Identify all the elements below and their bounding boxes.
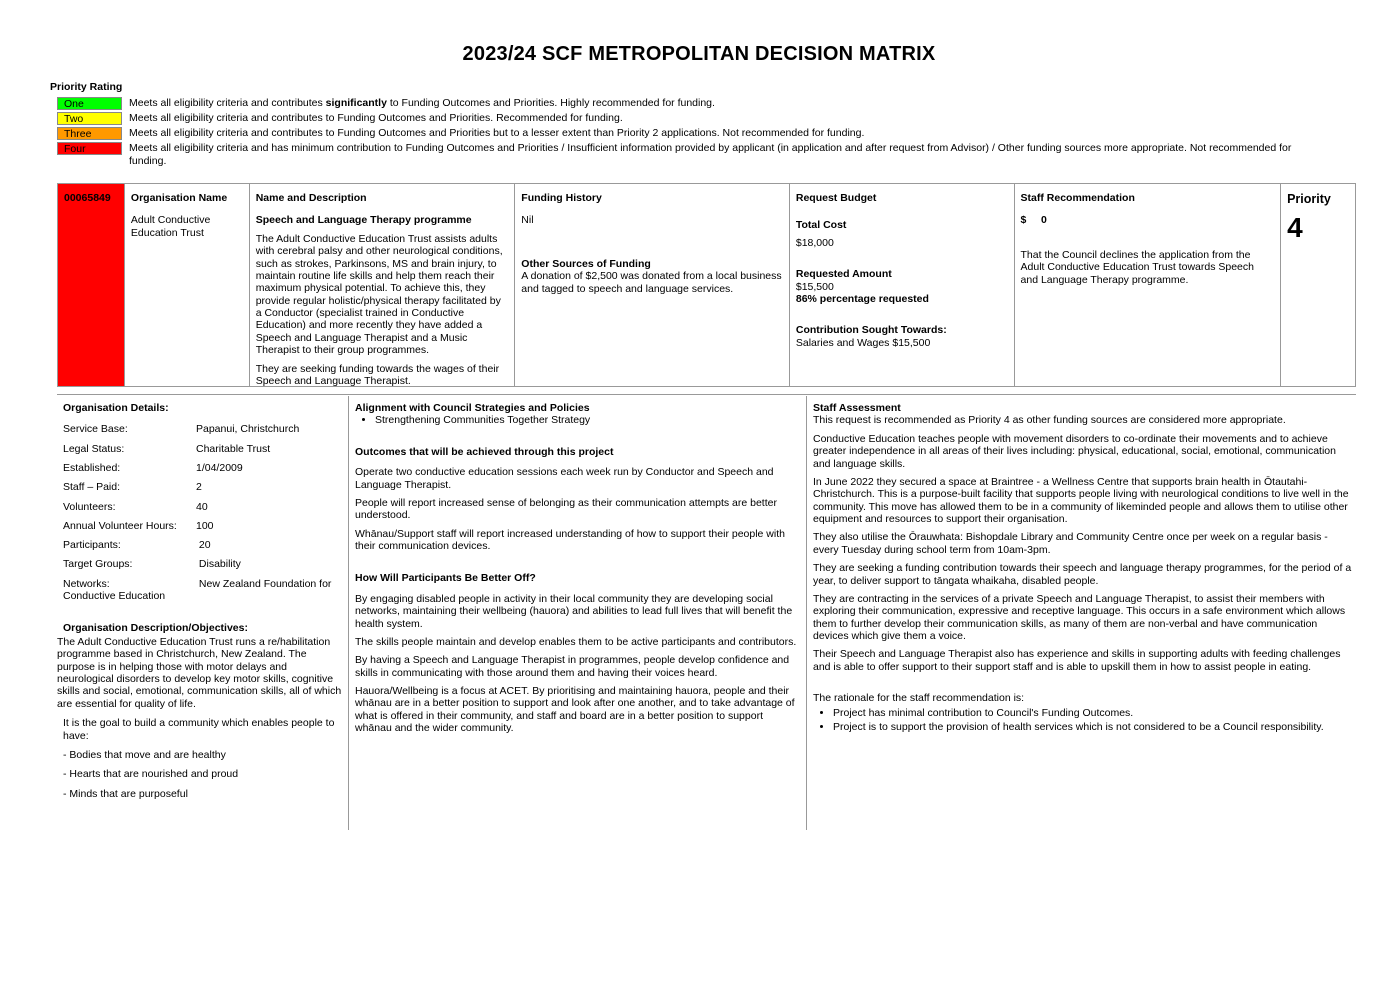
total-cost-value: $18,000: [795, 236, 834, 249]
request-budget-cell: [790, 184, 1015, 386]
assessment-paragraph: In June 2022 they secured a space at Braintree - a Wellness Centre that supports brain health in Ōtautahi-Christchurch. This is a purpose-built facility that supports people living with neurological conditions to live well in the community. This move has allowed them to be in a community of likeminded people and allows them to utilise other equipment and resources to support their organisation.: [813, 475, 1349, 525]
project-funding-purpose: They are seeking funding towards the wages of their Speech and Language Therapist.: [255, 362, 500, 387]
org-goal-intro: It is the goal to build a community which enables people to have:: [63, 717, 335, 742]
assessment-paragraph: This request is recommended as Priority 4 as other funding sources are considered more appropriate.: [813, 414, 1286, 427]
alignment-section: [355, 402, 800, 741]
other-sources-text: A donation of $2,500 was donated from a local business and tagged to speech and language services.: [521, 270, 782, 295]
detail-row: Volunteers: 40: [63, 500, 208, 513]
swatch-two: Two: [57, 112, 122, 125]
organisation-details-section: [57, 402, 343, 800]
other-sources-heading: Other Sources of Funding: [521, 257, 651, 270]
strategies-list: [355, 414, 800, 426]
detail-row: Established: 1/04/2009: [63, 461, 243, 474]
detail-row: Staff – Paid: 2: [63, 481, 202, 494]
list-item: • Project has minimal contribution to Council's Funding Outcomes.: [833, 707, 1353, 719]
name-description-cell: [250, 184, 516, 386]
section-divider: [57, 394, 1356, 395]
rationale-heading: The rationale for the staff recommendation is:: [813, 692, 1025, 705]
column-divider-left: [348, 396, 349, 830]
assessment-paragraph: They are contracting in the services of a private Speech and Language Therapist, to assist their members with exploring their communication, expressive and receptive language. This occurs in a safe environment which allows them to further develop their communication skills, as many of them are non-verbal and have communication devices which give them a voice.: [813, 592, 1346, 642]
staff-recommendation-heading: Staff Recommendation: [1020, 192, 1135, 204]
list-item: • Project is to support the provision of health services which is not considered to be a Council responsibility.: [833, 721, 1353, 733]
funding-history-heading: Funding History: [521, 192, 602, 204]
staff-assessment-section: [813, 402, 1353, 739]
alignment-heading: Alignment with Council Strategies and Policies: [355, 402, 590, 414]
detail-row: Annual Volunteer Hours: 100: [63, 519, 214, 532]
requested-amount-label: Requested Amount: [795, 268, 892, 281]
funding-history-cell: [515, 184, 790, 386]
column-divider-right: [806, 396, 807, 830]
better-off-item: By engaging disabled people in activity in their local community they are developing social networks, maintaining their wellbeing (hauora) and abilities to lead full lives that will benefit the health system.: [355, 592, 793, 630]
swatch-one: One: [57, 97, 122, 110]
detail-row: Participants: 20: [63, 539, 211, 552]
outcome-item: Whānau/Support staff will report increased understanding of how to support their people with their communication devices.: [355, 527, 785, 552]
priority-value: 4: [1287, 211, 1303, 243]
project-description: The Adult Conductive Education Trust assists adults with cerebral palsy and other neurological conditions, such as strokes, Parkinsons, MS and brain injury, to maintain routine life skills and help them reach their maximum physical potential. To achieve this, they provide regular holistic/physical therapy facilitated by a Conductor (specialist trained in Conductive Education) and more recently they have added a Speech and Language Therapist and a Music Therapist to their group programmes.: [255, 232, 503, 357]
funding-history-value: Nil: [521, 214, 534, 227]
assessment-paragraph: Their Speech and Language Therapist also has experience and skills in supporting adults with feeding challenges and is able to offer support to their support staff and is able to upskill them in how to assist people in eating.: [813, 648, 1341, 673]
priority-cell: [1281, 184, 1355, 386]
detail-row: Target Groups: Disability: [63, 558, 241, 571]
legend-row-one: [57, 97, 1317, 110]
priority-legend: [57, 97, 1317, 170]
legend-row-two: [57, 112, 1317, 125]
legend-row-three: [57, 127, 1317, 140]
contribution-value: Salaries and Wages $15,500: [795, 336, 931, 349]
requested-amount-value: $15,500: [795, 280, 834, 293]
better-off-item: By having a Speech and Language Therapist in programmes, people develop confidence and skills in communicating with those around them and having their voices heard.: [355, 654, 790, 679]
org-description-heading: Organisation Description/Objectives:: [63, 621, 248, 634]
org-goal-item: - Bodies that move and are healthy: [63, 748, 226, 761]
networks-row: Networks: New Zealand Foundation for: [63, 577, 332, 590]
list-item: • Strengthening Communities Together Strategy: [375, 414, 800, 426]
legend-text-one: Meets all eligibility criteria and contributes significantly to Funding Outcomes and Priorities. Highly recommended for funding.: [129, 97, 715, 109]
networks-continued: Conductive Education: [63, 590, 166, 603]
staff-recommendation-amount: $ 0: [1020, 214, 1047, 227]
org-description-text: The Adult Conductive Education Trust runs a re/habilitation programme based in Christchurch, New Zealand. The purpose is in helping those with motor delays and neurological disorders to develop key motor skills, cognitive skills and social, emotional, communication skills, all of which are essential for quality of life.: [57, 635, 342, 710]
legend-text-four: Meets all eligibility criteria and has minimum contribution to Funding Outcomes and Priorities / Insufficient information provided by applicant (in application and after request from Advisor) / Other funding sources more appropriate. Not recommended for funding.: [129, 142, 1292, 167]
contribution-label: Contribution Sought Towards:: [795, 324, 947, 337]
priority-rating-heading: Priority Rating: [50, 81, 123, 93]
application-id: 00065849: [64, 192, 111, 204]
priority-heading: Priority: [1287, 192, 1331, 206]
detail-row: Legal Status: Charitable Trust: [63, 442, 271, 455]
outcomes-heading: Outcomes that will be achieved through this project: [355, 445, 614, 458]
rationale-list: [813, 707, 1353, 734]
legend-text-two: Meets all eligibility criteria and contributes to Funding Outcomes and Priorities. Recommended for funding.: [129, 112, 623, 124]
application-id-cell: [58, 184, 125, 386]
request-budget-heading: Request Budget: [795, 192, 877, 204]
assessment-paragraph: Conductive Education teaches people with movement disorders to co-ordinate their movements and to achieve greater independence in all areas of their lives including: physical, educational, social, emotional, communication and language skills.: [813, 432, 1336, 470]
assessment-paragraph: They are seeking a funding contribution towards their speech and language therapy programmes, for the period of a year, to deliver support to tāngata whaikaha, disabled people.: [813, 562, 1352, 587]
staff-recommendation-cell: [1015, 184, 1282, 386]
project-name: Speech and Language Therapy programme: [255, 214, 472, 227]
swatch-four: Four: [57, 142, 122, 155]
org-goal-item: - Hearts that are nourished and proud: [63, 768, 239, 781]
better-off-item: Hauora/Wellbeing is a focus at ACET. By prioritising and maintaining hauora, people and their whānau are in a better position to support and look after one another, and to take advantage of what is offered in their community, and staff and board are in a better position to support whānau and the wider community.: [355, 685, 795, 735]
outcome-item: People will report increased sense of belonging as their communication attempts are better understood.: [355, 496, 777, 522]
org-details-heading: Organisation Details:: [63, 402, 169, 414]
total-cost-label: Total Cost: [795, 219, 847, 232]
better-off-heading: How Will Participants Be Better Off?: [355, 572, 536, 585]
legend-text-three: Meets all eligibility criteria and contributes to Funding Outcomes and Priorities but to a lesser extent than Priority 2 applications. Not recommended for funding.: [129, 127, 865, 139]
org-goal-item: - Minds that are purposeful: [63, 787, 188, 800]
staff-recommendation-text: That the Council declines the application from the Adult Conductive Education Trust towards Speech and Language Therapy programme.: [1020, 248, 1254, 286]
application-summary-table: [57, 183, 1356, 387]
org-name: Adult Conductive Education Trust: [130, 214, 211, 239]
percentage-requested: 86% percentage requested: [795, 292, 929, 305]
org-name-cell: [125, 184, 250, 386]
assessment-paragraph: They also utilise the Ōrauwhata: Bishopdale Library and Community Centre once per week on a regular basis - every Tuesday during school term from 10am-3pm.: [813, 531, 1328, 556]
page-title: 2023/24 SCF METROPOLITAN DECISION MATRIX: [462, 43, 936, 65]
staff-assessment-heading: Staff Assessment: [813, 402, 901, 414]
detail-row: Service Base: Papanui, Christchurch: [63, 423, 300, 436]
swatch-three: Three: [57, 127, 122, 140]
better-off-item: The skills people maintain and develop enables them to be active participants and contributors.: [355, 635, 797, 648]
outcome-item: Operate two conductive education sessions each week run by Conductor and Speech and Language Therapist.: [355, 466, 774, 491]
legend-row-four: [57, 142, 1317, 168]
org-name-heading: Organisation Name: [130, 192, 228, 204]
name-description-heading: Name and Description: [255, 192, 367, 204]
